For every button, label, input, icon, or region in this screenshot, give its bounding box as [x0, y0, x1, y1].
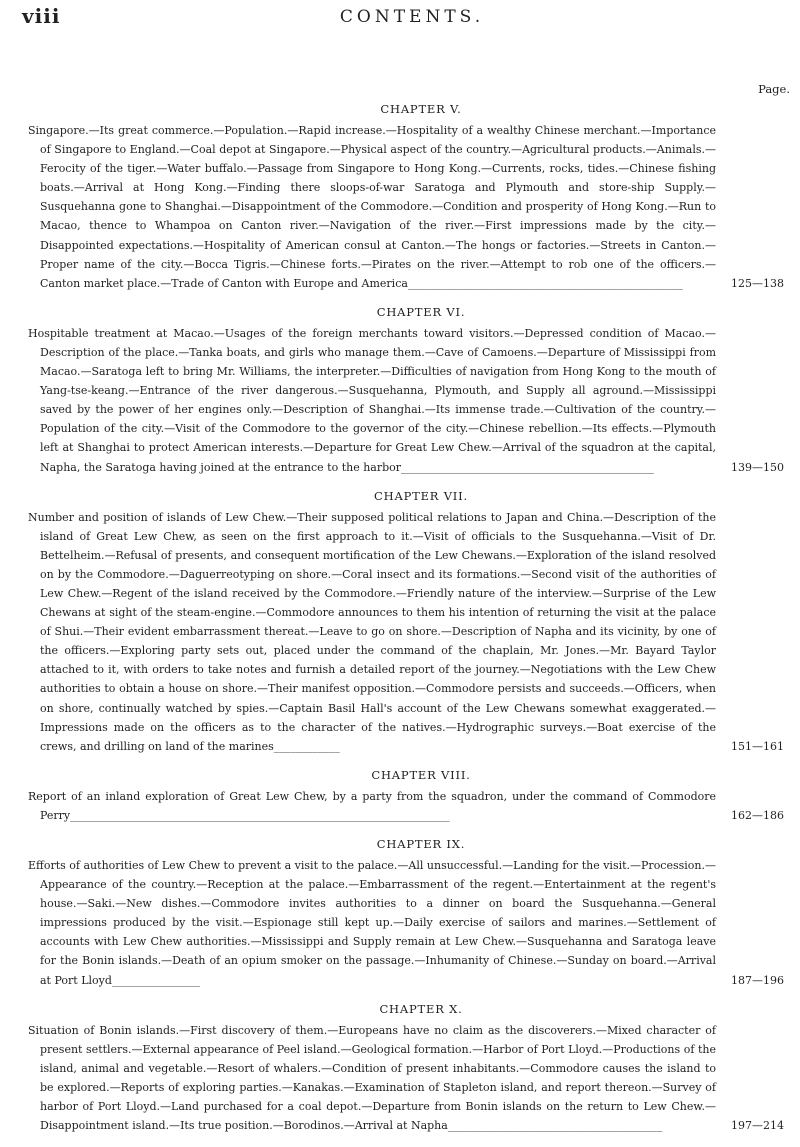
chapter-entry	[28, 1002, 784, 1136]
summary-text: Singapore.—Its great commerce.—Population.—Rapid increase.—Hospitality of a wealthy Chinese merchant.—Importance of Singapore to England.—Coal depot at Singapore.—Physical aspect of the country.—Agricultural products.—Animals.—Ferocity of the tiger.—Water buffalo.—Passage from Singapore to Hong Kong.—Currents, rocks, tides.—Chinese fishing boats.—Arrival at Hong Kong.—Finding there sloops-of-war Saratoga and Plymouth and store-ship Supply.—Susquehanna gone to Shanghai.—Disappointment of the Commodore.—Condition and prosperity of Hong Kong.—Run to Macao, thence to Whampoa on Canton river.—Navigation of the river.—First impressions made by the city.—Disappointed expectations.—Hospitality of American consul at Canton.—The hongs or factories.—Streets in Canton.—Proper name of the city.—Bocca Tigris.—Chinese forts.—Pirates on the river.—Attempt to rob one of the officers.—Canton market place.—Trade of Canton with Europe and America	[28, 124, 716, 290]
chapter-heading: CHAPTER IX.	[376, 837, 466, 851]
page-range: 139—150	[731, 460, 784, 474]
chapter-summary	[28, 508, 716, 756]
chapter-entry	[28, 837, 784, 990]
running-head	[22, 4, 782, 32]
chapter-row	[28, 121, 784, 293]
chapter-summary	[28, 324, 716, 477]
chapter-entry	[28, 305, 784, 477]
summary-text: Situation of Bonin islands.—First discovery of them.—Europeans have no claim as the discoverers.—Mixed character of present settlers.—External appearance of Peel island.—Geological formation.—Harbor of Port Lloyd.—Productions of the island, animal and vegetable.—Resort of whalers.—Condition of present inhabitants.—Commodore causes the island to be explored.—Reports of exploring parties.—Kanakas.—Examination of Stapleton island, and report thereon.—Survey of harbor of Port Lloyd.—Land purchased for a coal depot.—Departure from Bonin islands on the return to Lew Chew.—Disappointment island.—Its true position.—Borodinos.—Arrival at Napha	[28, 1023, 716, 1133]
chapter-row	[28, 856, 784, 990]
chapter-entry	[28, 489, 784, 756]
chapter-heading: CHAPTER V.	[380, 102, 462, 116]
chapter-entry	[28, 102, 784, 293]
chapter-heading: CHAPTER X.	[379, 1001, 463, 1016]
chapter-row	[28, 1021, 784, 1136]
summary-text: Efforts of authorities of Lew Chew to prevent a visit to the palace.—All unsuccessful.—Landing for the visit.—Procession.—Appearance of the country.—Reception at the palace.—Embarrassment of the regent.—Entertainment at the regent's house.—Saki.—New dishes.—Commodore invites authorities to a dinner on board the Susquehanna.—General impressions produced by the visit.—Espionage still kept up.—Daily exercise of sailors and marines.—Settlement of accounts with Lew Chew authorities.—Mississippi and Supply remain at Lew Chew.—Susquehanna and Saratoga leave for the Bonin islands.—Death of an opium smoker on the passage.—Inhumanity of Chinese.—Sunday on board.—Arrival at Port Lloyd	[28, 859, 716, 987]
chapter-row	[28, 787, 784, 825]
page-range: 125—138	[731, 276, 784, 290]
chapter-summary	[28, 856, 716, 990]
summary-text: Number and position of islands of Lew Chew.—Their supposed political relations to Japan and China.—Description of the island of Great Lew Chew, as seen on the first approach to it.—Visit of officials to the Susquehanna.—Visit of Dr. Bettelheim.—Refusal of presents, and consequent mortification of the Lew Chewans.—Exploration of the island resolved on by the Commodore.—Daguerreotyping on shore.—Coral insect and its formations.—Second visit of the authorities of Lew Chew.—Regent of the island received by the Commodore.—Friendly nature of the interview.—Surprise of the Lew Chewans at sight of the steam-engine.—Commodore announces to them his intention of returning the visit at the palace of Shui.—Their evident embarrassment thereat.—Leave to go on shore.—Description of Napha and its vicinity, by one of the officers.—Exploring party sets out, placed under the command of the chaplain, Mr. Jones.—Mr. Bayard Taylor attached to it, with orders to take notes and furnish a detailed report of the journey.—Negotiations with the Lew Chew authorities to obtain a house on shore.—Their manifest opposition.—Commodore persists and succeeds.—Officers, when on shore, continually watched by spies.—Captain Basil Hall's account of the Lew Chewans somewhat exaggerated.—Impressions made on the officers as to the character of the natives.—Hydrographic surveys.—Boat exercise of the crews, and drilling on land of the marines	[28, 510, 716, 753]
chapter-summary	[28, 1021, 716, 1136]
contents-list	[28, 102, 784, 1147]
page-range: 197—214	[731, 1119, 784, 1133]
page-folio: viii	[22, 4, 61, 28]
dot-leader: _____________________________________________________________________	[70, 808, 450, 822]
chapter-summary	[28, 121, 716, 293]
dot-leader: ____________	[273, 739, 340, 753]
chapter-row	[28, 508, 784, 756]
summary-text: Hospitable treatment at Macao.—Usages of the foreign merchants toward visitors.—Depressed condition of Macao.—Description of the place.—Tanka boats, and girls who manage them.—Cave of Camoens.—Departure of Mississippi from Macao.—Saratoga left to bring Mr. Williams, the interpreter.—Difficulties of navigation from Hong Kong to the mouth of Yang-tse-keang.—Entrance of the river dangerous.—Susquehanna, Plymouth, and Supply all aground.—Mississippi saved by the power of her engines only.—Description of Shanghai.—Its immense trade.—Cultivation of the country.—Population of the city.—Visit of the Commodore to the governor of the city.—Chinese rebellion.—Its effects.—Plymouth left at Shanghai to protect American interests.—Departure for Great Lew Chew.—Arrival of the squadron at the capital, Napha, the Saratoga having joined at the entrance to the harbor	[28, 326, 716, 474]
dot-leader: _______________________________________	[447, 1119, 663, 1133]
chapter-heading: CHAPTER VIII.	[371, 767, 471, 782]
chapter-summary	[28, 787, 716, 825]
chapter-heading: CHAPTER VII.	[374, 488, 468, 503]
dot-leader: ______________________________________________	[401, 460, 655, 474]
summary-text: Report of an inland exploration of Great Lew Chew, by a party from the squadron, under the command of Commodore Perry	[28, 789, 716, 822]
dot-leader: __________________________________________________	[407, 276, 683, 290]
chapter-row	[28, 324, 784, 477]
page-column-label: Page.	[758, 82, 790, 96]
dot-leader: ________________	[111, 973, 200, 987]
running-title: CONTENTS.	[339, 7, 485, 27]
page-range: 151—161	[731, 739, 784, 753]
chapter-heading: CHAPTER VI.	[376, 304, 466, 319]
chapter-entry	[28, 768, 784, 825]
page-range: 162—186	[731, 808, 784, 822]
page-range: 187—196	[731, 973, 784, 987]
